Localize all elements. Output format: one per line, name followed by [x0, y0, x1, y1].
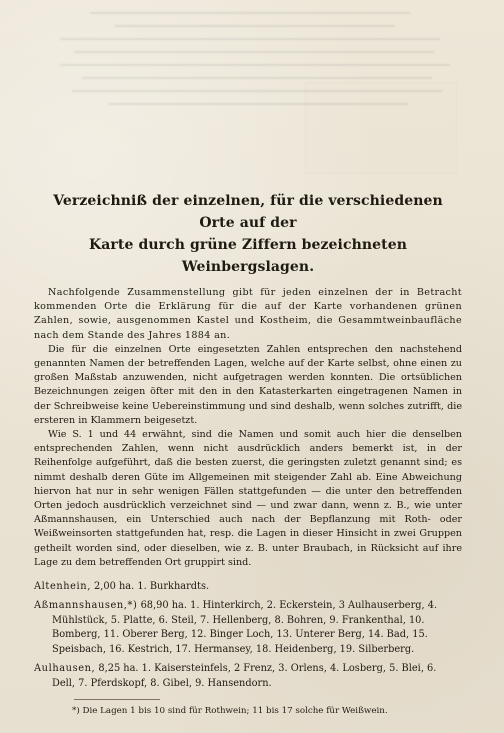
entry-text: 8,25 ha. 1. Kaisersteinfels, 2 Frenz, 3. Orlens, 4. Losberg, 5. Blei, 6. Dell, 7. Pferdskopf, 8. Gibel, 9. Hansendorn.	[52, 663, 437, 689]
page-title	[34, 190, 462, 278]
place-name: Aulhausen,	[34, 663, 96, 675]
list-item	[34, 662, 462, 692]
paragraph-2: Die für die einzelnen Orte eingesetzten Zahlen entsprechen den nachstehend genannten Namen der betreffenden Lagen, welche auf der Karte selbst, ohne einen zu großen Maßstab anzuwenden, nicht aufgetragen werden konnten. Die ortsüblichen Bezeichnungen zeigen öfter mit den in den Katasterkarten eingetragenen Namen in der Schreibweise keine Uebereinstimmung und sind deshalb, wenn solches zutrifft, die ersteren in Klammern beigesetzt.	[34, 343, 462, 426]
page-content	[34, 190, 462, 717]
entry-text: 68,90 ha. 1. Hinterkirch, 2. Eckerstein, 3 Aulhauserberg, 4. Mühlstück, 5. Platte, 6. Steil, 7. Hellenberg, 8. Bohren, 9. Frankenthal, 10. Bomberg, 11. Oberer Berg, 12. Binger Loch, 13. Unterer Berg, 14. Bad, 15. Speisbach, 16. Kestrich, 17. Hermansey, 18. Heidenberg, 19. Silberberg.	[52, 599, 438, 656]
entry-text: 2,00 ha. 1. Burkhardts.	[94, 581, 210, 593]
footnote-divider	[74, 699, 160, 700]
paragraph-1: Nachfolgende Zusammenstellung gibt für jeden einzelnen der in Betracht kommenden Orte die Erklärung für die auf der Karte vorhandenen grünen Zahlen, sowie, ausgenommen Kastel und Kostheim, die Gesammtweinbaufläche nach dem Stande des Jahres 1884 an.	[34, 287, 462, 341]
footnote: *) Die Lagen 1 bis 10 sind für Rothwein; 11 bis 17 solche für Weißwein.	[72, 705, 388, 716]
title-line-1: Verzeichniß der einzelnen, für die verschiedenen Orte auf der	[53, 193, 443, 231]
list-item	[34, 599, 462, 658]
introductory-text	[34, 286, 462, 570]
vineyard-location-list	[34, 580, 462, 692]
show-through-from-reverse-page	[60, 12, 460, 174]
place-name: Altenhein,	[34, 581, 91, 593]
place-name: Aßmannshausen,*)	[34, 599, 138, 611]
title-line-2: Karte durch grüne Ziffern bezeichneten Weinbergslagen.	[88, 237, 408, 275]
paragraph-3: Wie S. 1 und 44 erwähnt, sind die Namen und somit auch hier die denselben entsprechenden Zahlen, wenn nicht ausdrücklich anders bemerkt ist, in der Reihenfolge aufgeführt, daß die besten zuerst, die geringsten zuletzt genannt sind; es nimmt deshalb deren Güte im Allgemeinen mit steigender Zahl ab. Eine Abweichung hiervon hat nur in sehr wenigen Fällen stattgefunden — die unter den betreffenden Orten jedoch ausdrücklich verzeichnet sind — und zwar dann, wenn z. B., wie unter Aßmannshausen, ein Unterschied auch nach der Bepflanzung mit Roth- oder Weißweinsorten stattgefunden hat, resp. die Lagen in dieser Hinsicht in zwei Gruppen getheilt worden sind, oder dieselben, wie z. B. unter Braubach, in Rücksicht auf ihre Lage zu dem betreffenden Ort gruppirt sind.	[34, 429, 462, 568]
list-item	[34, 580, 462, 595]
